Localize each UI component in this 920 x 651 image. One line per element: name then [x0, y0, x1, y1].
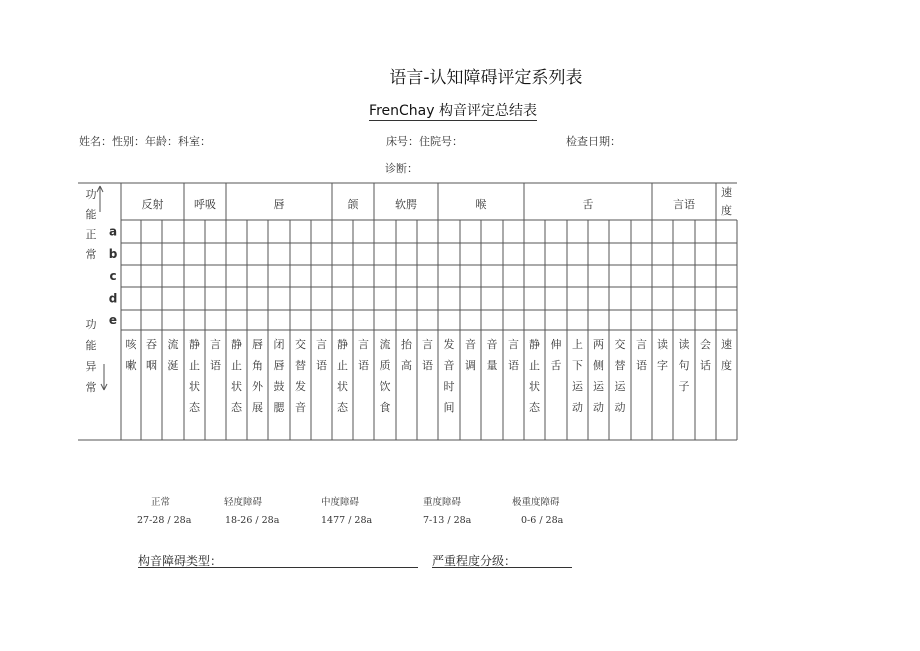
item-label: 动: [593, 401, 604, 414]
row-letter: d: [108, 291, 118, 306]
item-label: 调: [465, 359, 476, 372]
item-label: 态: [337, 401, 348, 414]
side-label-normal: 常: [85, 248, 97, 261]
item-label: 运: [614, 380, 626, 393]
item-label: 状: [529, 380, 540, 393]
side-label-normal: 能: [85, 208, 97, 221]
patient-info-fields: 姓名：性别：年龄：科室：: [79, 135, 211, 148]
item-label: 状: [337, 380, 348, 393]
item-label: 舌: [550, 359, 562, 372]
scale-label-severe: 重度障碍: [423, 497, 462, 508]
item-label: 发: [295, 380, 306, 393]
item-label: 动: [614, 401, 626, 414]
item-label: 侧: [593, 359, 604, 372]
item-label: 言: [316, 338, 327, 351]
item-label: 子: [678, 380, 690, 393]
item-label: 咳: [125, 338, 137, 351]
item-label: 状: [231, 380, 242, 393]
group-header-label: 呼吸: [194, 198, 216, 211]
item-label: 状: [189, 380, 200, 393]
item-label: 音: [295, 401, 306, 414]
group-header-label: 软腭: [395, 198, 417, 211]
scale-label-mild: 轻度障碍: [224, 497, 263, 508]
side-label-normal: 功: [85, 188, 97, 201]
item-label: 质: [379, 359, 391, 372]
group-header-label: 速: [721, 186, 732, 199]
item-label: 速: [721, 338, 732, 351]
group-header-label: 反射: [141, 198, 164, 211]
item-label: 运: [593, 380, 604, 393]
item-label: 音: [443, 359, 455, 372]
bed-admission-fields: 床号：住院号：: [386, 135, 463, 148]
item-label: 言: [422, 338, 433, 351]
item-label: 上: [572, 338, 583, 351]
item-label: 态: [189, 401, 200, 414]
scale-value-extreme: 0-6 / 28a: [521, 515, 564, 526]
item-label: 高: [401, 359, 412, 372]
side-label-normal: 正: [85, 228, 97, 241]
item-label: 流: [167, 338, 179, 351]
item-label: 语: [358, 359, 369, 372]
item-label: 食: [379, 401, 391, 414]
item-label: 止: [231, 359, 242, 372]
group-header-label: 舌: [582, 198, 594, 211]
item-label: 言: [358, 338, 369, 351]
item-label: 语: [636, 359, 647, 372]
item-label: 语: [210, 359, 221, 372]
item-label: 静: [189, 338, 200, 351]
item-label: 伸: [550, 338, 562, 351]
row-letter: a: [108, 224, 118, 239]
item-label: 止: [189, 359, 200, 372]
item-label: 态: [529, 401, 540, 414]
scale-value-moderate: 1477 / 28a: [321, 515, 373, 526]
diagnosis-field: 诊断：: [385, 162, 418, 175]
exam-date-field: 检查日期：: [566, 135, 621, 148]
item-label: 腮: [273, 401, 285, 414]
item-label: 字: [657, 359, 668, 372]
item-label: 会: [700, 338, 711, 351]
row-letter: e: [108, 313, 118, 327]
group-header-label: 喉: [475, 198, 487, 211]
item-label: 运: [572, 380, 583, 393]
item-label: 止: [337, 359, 348, 372]
item-label: 句: [678, 359, 690, 372]
side-label-abnormal: 功: [85, 318, 97, 331]
group-header-label: 言语: [673, 198, 695, 211]
item-label: 外: [252, 380, 263, 393]
side-label-abnormal: 异: [85, 360, 97, 373]
item-label: 鼓: [273, 380, 285, 393]
item-label: 音: [465, 338, 476, 351]
item-label: 唇: [252, 338, 263, 351]
item-label: 止: [529, 359, 540, 372]
item-label: 交: [614, 338, 626, 351]
item-label: 量: [486, 359, 498, 372]
item-label: 时: [443, 380, 455, 393]
item-label: 间: [443, 401, 455, 414]
scale-value-severe: 7-13 / 28a: [423, 515, 472, 526]
item-label: 语: [316, 359, 327, 372]
side-label-abnormal: 能: [85, 339, 97, 352]
scale-value-normal: 27-28 / 28a: [137, 515, 192, 526]
group-header-label: 度: [721, 204, 732, 217]
severity-grade-label: 严重程度分级：: [432, 554, 517, 568]
scale-value-mild: 18-26 / 28a: [225, 515, 280, 526]
item-label: 角: [252, 359, 263, 372]
table-subtitle: FrenChay 构音评定总结表: [369, 103, 537, 119]
document-title: 语言-认知障碍评定系列表: [389, 68, 583, 88]
item-label: 两: [593, 338, 604, 351]
item-label: 度: [721, 359, 732, 372]
item-label: 展: [252, 401, 263, 414]
item-label: 态: [231, 401, 242, 414]
item-label: 静: [529, 338, 540, 351]
dysarthria-type-label: 构音障碍类型：: [138, 554, 223, 568]
item-label: 吞: [146, 338, 157, 351]
scale-label-normal: 正常: [151, 497, 171, 508]
item-label: 静: [231, 338, 242, 351]
group-header-label: 唇: [273, 198, 285, 211]
scale-label-extreme: 极重度障碍: [512, 497, 560, 508]
item-label: 语: [422, 359, 433, 372]
item-label: 话: [700, 359, 711, 372]
item-label: 言: [508, 338, 519, 351]
item-label: 咽: [146, 359, 157, 372]
item-label: 替: [295, 359, 306, 372]
item-label: 言: [636, 338, 647, 351]
item-label: 嗽: [125, 359, 137, 372]
item-label: 动: [572, 401, 583, 414]
side-label-abnormal: 常: [85, 381, 97, 394]
item-label: 读: [657, 338, 668, 351]
item-label: 闭: [273, 338, 285, 351]
item-label: 下: [572, 359, 583, 372]
item-label: 发: [443, 338, 455, 351]
item-label: 抬: [401, 338, 412, 351]
severity-grade-underline: [432, 567, 572, 568]
row-letter: b: [108, 247, 118, 261]
scale-label-moderate: 中度障碍: [321, 497, 360, 508]
item-label: 替: [614, 359, 626, 372]
item-label: 饮: [379, 380, 391, 393]
dysarthria-type-underline: [138, 567, 418, 568]
item-label: 流: [379, 338, 391, 351]
item-label: 读: [678, 338, 690, 351]
item-label: 涎: [167, 359, 179, 372]
group-header-label: 颌: [347, 198, 359, 211]
item-label: 音: [486, 338, 498, 351]
item-label: 静: [337, 338, 348, 351]
item-label: 言: [210, 338, 221, 351]
item-label: 语: [508, 359, 519, 372]
row-letter: c: [109, 269, 117, 283]
item-label: 交: [295, 338, 306, 351]
item-label: 唇: [273, 359, 285, 372]
